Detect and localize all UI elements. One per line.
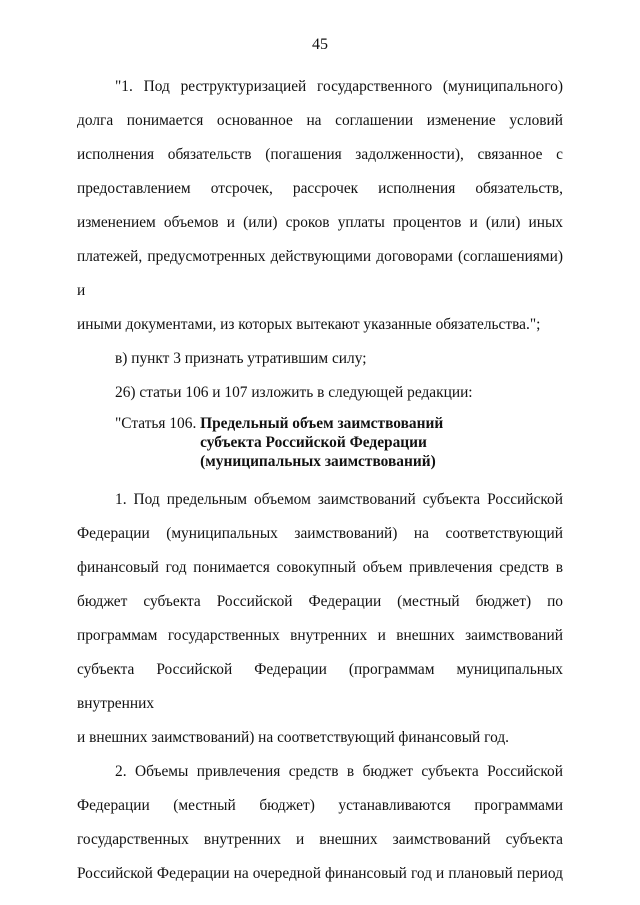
text-line: и внешних заимствований) на соответствующий финансовый год.: [77, 729, 509, 746]
text-line: финансовый год понимается совокупный объем привлечения средств в: [77, 559, 563, 576]
text-line: предоставлением отсрочек, рассрочек исполнения обязательств,: [77, 180, 563, 197]
text-line: Федерации (местный бюджет) устанавливаются программами: [77, 797, 563, 814]
text-line: программам государственных внутренних и внешних заимствований: [77, 627, 563, 644]
text-line: изменением объемов и (или) сроков уплаты процентов и (или) иных: [77, 214, 563, 231]
article-number: "Статья 106.: [115, 415, 197, 432]
item-26: 26) статьи 106 и 107 изложить в следующей редакции:: [115, 384, 473, 401]
page-number: 45: [312, 36, 328, 53]
document-body: [77, 70, 563, 891]
text-line: иными документами, из которых вытекают указанные обязательства.";: [77, 316, 541, 333]
text-line: Российской Федерации на очередной финансовый год и плановый период: [77, 865, 563, 882]
article-title: Предельный объем заимствований субъекта Российской Федерации (муниципальных заимствований): [200, 415, 444, 470]
text-line: исполнения обязательств (погашения задолженности), связанное с: [77, 146, 563, 163]
article-heading: [77, 414, 563, 471]
text-line: государственных внутренних и внешних заимствований субъекта: [77, 831, 563, 848]
text-line: субъекта Российской Федерации (программам муниципальных внутренних: [77, 661, 563, 712]
text-line: Федерации (муниципальных заимствований) на соответствующий: [77, 525, 563, 542]
text-line: долга понимается основанное на соглашении изменение условий: [77, 112, 563, 129]
text-line: 2. Объемы привлечения средств в бюджет субъекта Российской: [115, 763, 563, 780]
text-line: платежей, предусмотренных действующими договорами (соглашениями) и: [77, 248, 563, 299]
text-line: бюджет субъекта Российской Федерации (местный бюджет) по: [77, 593, 563, 610]
item-v: в) пункт 3 признать утратившим силу;: [115, 350, 367, 367]
text-line: 1. Под предельным объемом заимствований субъекта Российской: [115, 491, 563, 508]
paragraph-restructuring-definition: [77, 70, 563, 342]
text-line: "1. Под реструктуризацией государственного (муниципального): [115, 78, 563, 95]
paragraph-borrowing-limit: [77, 483, 563, 755]
paragraph-borrowing-volumes: [77, 755, 563, 891]
